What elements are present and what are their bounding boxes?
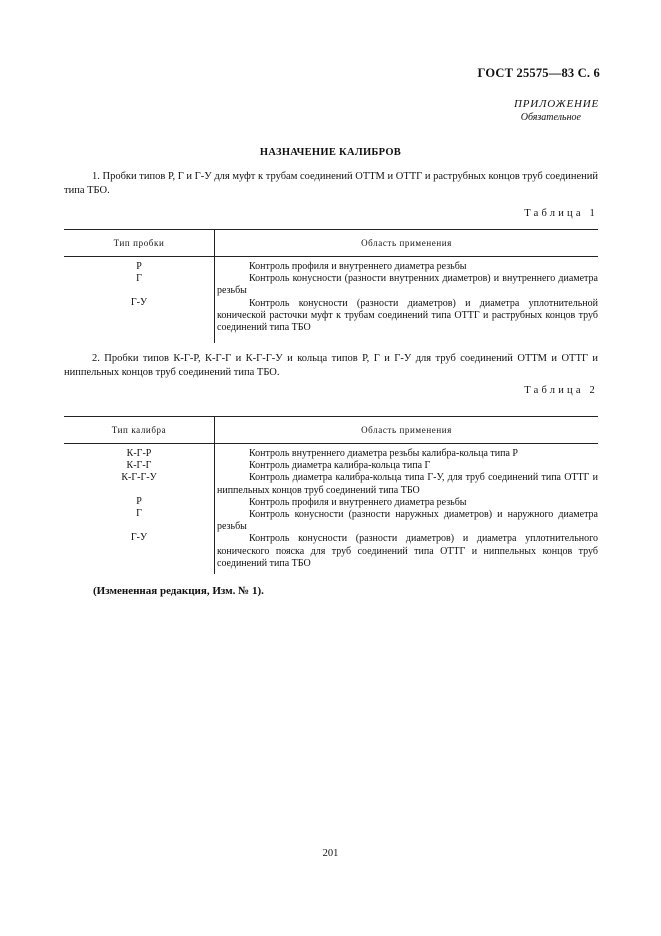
table1-row1-type: Р: [136, 261, 142, 272]
table1-body: [64, 257, 598, 343]
table1-header: [64, 230, 598, 257]
table-2: [64, 416, 598, 574]
table2-caption: Таблица 2: [524, 385, 598, 396]
table2-row1-text: Контроль внутреннего диаметра резьбы калибра-кольца типа Р: [249, 448, 518, 459]
table2-row2-text: Контроль диаметра калибра-кольца типа Г: [249, 460, 431, 472]
table2-body: [64, 444, 598, 574]
section-title: НАЗНАЧЕНИЕ КАЛИБРОВ: [259, 147, 402, 158]
table2-row5-text: Контроль конусности (разности наружных диаметров) и наружного диаметра резьбы: [217, 509, 598, 533]
table1-row2-text: Контроль конусности (разности внутренних диаметров) и внутреннего диаметра резьбы: [217, 273, 598, 297]
table1-row1-text: Контроль профиля и внутреннего диаметра резьбы: [249, 261, 467, 272]
table1-col-scope: Область применения: [361, 238, 452, 248]
table2-type-column: [64, 444, 215, 574]
table2-row6-text: Контроль конусности (разности диаметров) и диаметра уплотнительного конического пояска для труб соединений типа ОТТГ и ниппельных концов труб соединений типа ТБО: [217, 533, 598, 569]
table2-row5-type: Г: [136, 508, 142, 519]
table2-header: [64, 417, 598, 444]
table2-col-type: Тип калибра: [64, 417, 215, 443]
page-number: 201: [322, 848, 339, 859]
table1-scope-column: [215, 257, 598, 343]
table2-row4-text: Контроль профиля и внутреннего диаметра резьбы: [249, 496, 467, 508]
paragraph-2: 2. Пробки типов К-Г-Р, К-Г-Г и К-Г-Г-У и кольца типов Р, Г и Г-У для труб соединений ОТТМ и ОТТГ и ниппельных концов труб соединений типа ТБО.: [64, 353, 598, 378]
table1-type-column: [64, 257, 215, 343]
paragraph-1: 1. Пробки типов Р, Г и Г-У для муфт к трубам соединений ОТТМ и ОТТГ и раструбных концов труб соединений типа ТБО.: [64, 171, 598, 196]
table1-row2-type: Г: [136, 273, 142, 284]
table2-col-scope: Область применения: [361, 425, 452, 435]
table1-row3-text: Контроль конусности (разности диаметров) и диаметра уплотнительной конической расточки муфт к трубам соединений типа ОТТГ и раструбных концов труб соединений типа ТБО: [217, 297, 598, 334]
table1-col-type: Тип пробки: [64, 230, 215, 256]
appendix-status: Обязательное: [520, 112, 581, 123]
table2-row4-type: Р: [136, 496, 142, 507]
appendix-label: ПРИЛОЖЕНИЕ: [514, 98, 599, 110]
table2-row3-text: Контроль диаметра калибра-кольца типа Г-У, для труб соединений типа ОТТГ и ниппельных концов труб соединений типа ТБО: [217, 472, 598, 496]
document-reference: ГОСТ 25575—83 С. 6: [477, 66, 600, 80]
table2-row1-type: К-Г-Р: [126, 448, 152, 459]
table1-caption: Таблица 1: [524, 208, 598, 219]
amendment-note: (Измененная редакция, Изм. № 1).: [93, 585, 264, 597]
table2-scope-column: [215, 444, 598, 574]
table-1: [64, 229, 598, 343]
table2-row2-type: К-Г-Г: [126, 460, 152, 471]
table1-row3-type: Г-У: [130, 297, 148, 308]
table2-row6-type: Г-У: [130, 532, 148, 543]
table2-row3-type: К-Г-Г-У: [121, 472, 157, 483]
